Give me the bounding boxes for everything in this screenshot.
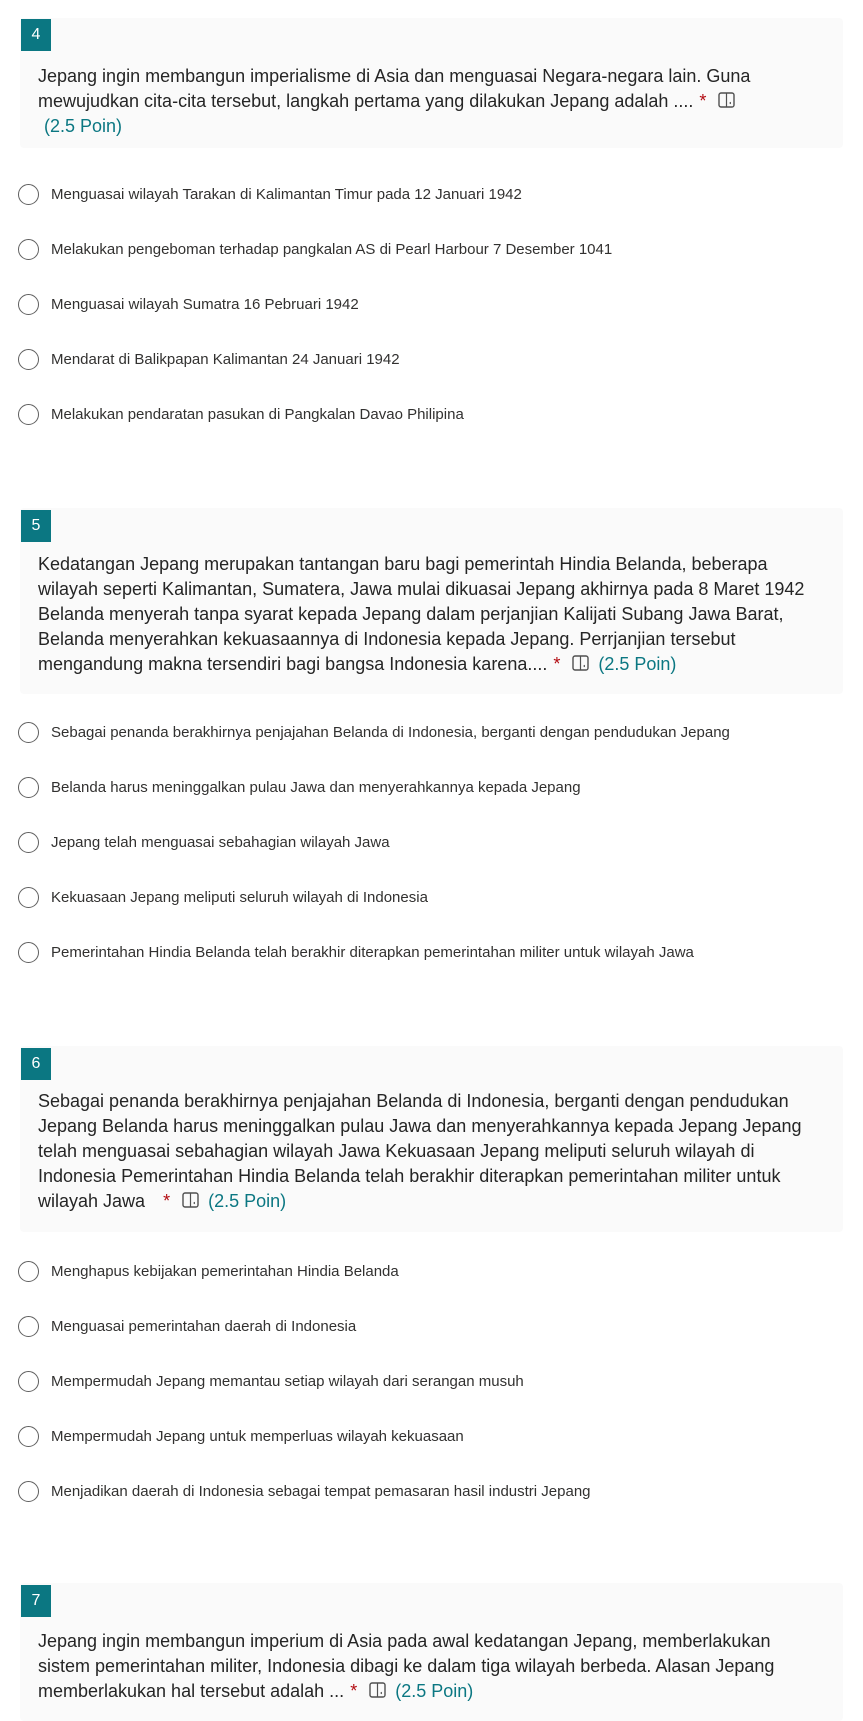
radio-circle[interactable] (18, 1261, 39, 1282)
immersive-reader-icon[interactable] (572, 655, 590, 672)
option-label: Menguasai pemerintahan daerah di Indonesia (51, 1318, 357, 1335)
option-radio[interactable] (18, 870, 730, 925)
question-6-options (18, 1244, 591, 1519)
option-label: Menghapus kebijakan pemerintahan Hindia Belanda (51, 1263, 399, 1280)
immersive-reader-icon[interactable] (718, 92, 736, 109)
option-radio[interactable] (18, 1409, 591, 1464)
question-number-badge: 4 (21, 19, 51, 51)
option-radio[interactable] (18, 1354, 591, 1409)
option-radio[interactable] (18, 277, 612, 332)
radio-circle[interactable] (18, 777, 39, 798)
question-text: Jepang ingin membangun imperialisme di Asia dan menguasai Negara-negara lain. Guna mewujudkan cita-cita tersebut, langkah pertama yang dilakukan Jepang adalah .... (38, 66, 751, 111)
required-marker: * (553, 654, 561, 674)
radio-circle[interactable] (18, 349, 39, 370)
option-radio[interactable] (18, 815, 730, 870)
question-4-options (18, 167, 612, 442)
radio-circle[interactable] (18, 887, 39, 908)
question-7-text-block (38, 1629, 818, 1704)
option-label: Sebagai penanda berakhirnya penjajahan Belanda di Indonesia, berganti dengan pendudukan Jepang (51, 724, 730, 741)
question-points: (2.5 Poin) (395, 1681, 474, 1701)
radio-circle[interactable] (18, 942, 39, 963)
question-points: (2.5 Poin) (208, 1191, 287, 1211)
radio-circle[interactable] (18, 1371, 39, 1392)
question-5-options (18, 705, 730, 980)
radio-circle[interactable] (18, 722, 39, 743)
option-label: Menguasai wilayah Sumatra 16 Pebruari 1942 (51, 296, 359, 313)
option-label: Menguasai wilayah Tarakan di Kalimantan Timur pada 12 Januari 1942 (51, 186, 522, 203)
option-label: Melakukan pendaratan pasukan di Pangkalan Davao Philipina (51, 406, 464, 423)
option-radio[interactable] (18, 1244, 591, 1299)
option-radio[interactable] (18, 1464, 591, 1519)
question-6-text-block (38, 1089, 818, 1214)
option-radio[interactable] (18, 387, 612, 442)
option-label: Melakukan pengeboman terhadap pangkalan AS di Pearl Harbour 7 Desember 1041 (51, 241, 613, 258)
required-marker: * (699, 91, 707, 111)
radio-circle[interactable] (18, 294, 39, 315)
question-number-badge: 5 (21, 510, 51, 542)
radio-circle[interactable] (18, 404, 39, 425)
question-text: Kedatangan Jepang merupakan tantangan baru bagi pemerintah Hindia Belanda, beberapa wilayah seperti Kalimantan, Sumatera, Jawa mulai dikuasai Jepang akhirnya pada 8 Maret 1942 Belanda menyerah tanpa syarat kepada Jepang dalam perjanjian Kalijati Subang Jawa Barat, Belanda menyerahkan kekuasaannya di Indonesia kepada Jepang. Perrjanjian tersebut mengandung makna tersendiri bagi bangsa Indonesia karena.... (38, 554, 805, 674)
question-number-badge: 6 (21, 1048, 51, 1080)
option-radio[interactable] (18, 925, 730, 980)
radio-circle[interactable] (18, 184, 39, 205)
immersive-reader-icon[interactable] (182, 1192, 200, 1209)
question-number-badge: 7 (21, 1585, 51, 1617)
question-text: Sebagai penanda berakhirnya penjajahan Belanda di Indonesia, berganti dengan pendudukan Jepang Belanda harus meninggalkan pulau Jawa dan menyerahkannya kepada Jepang Jepang telah menguasai sebahagian wilayah Jawa Kekuasaan Jepang meliputi seluruh wilayah di Indonesia Pemerintahan Hindia Belanda telah berakhir diterapkan pemerintahan militer untuk wilayah Jawa (38, 1091, 802, 1211)
option-label: Mendarat di Balikpapan Kalimantan 24 Januari 1942 (51, 351, 400, 368)
radio-circle[interactable] (18, 832, 39, 853)
option-radio[interactable] (18, 705, 730, 760)
option-radio[interactable] (18, 760, 730, 815)
required-marker: * (350, 1681, 358, 1701)
radio-circle[interactable] (18, 1481, 39, 1502)
option-label: Kekuasaan Jepang meliputi seluruh wilayah di Indonesia (51, 889, 428, 906)
radio-circle[interactable] (18, 1316, 39, 1337)
question-points: (2.5 Poin) (44, 116, 123, 136)
option-label: Belanda harus meninggalkan pulau Jawa dan menyerahkannya kepada Jepang (51, 779, 581, 796)
radio-circle[interactable] (18, 1426, 39, 1447)
option-label: Jepang telah menguasai sebahagian wilayah Jawa (51, 834, 390, 851)
option-label: Pemerintahan Hindia Belanda telah berakhir diterapkan pemerintahan militer untuk wilayah Jawa (51, 944, 694, 961)
question-4-text-block (38, 64, 818, 139)
option-label: Mempermudah Jepang memantau setiap wilayah dari serangan musuh (51, 1373, 524, 1390)
question-points: (2.5 Poin) (598, 654, 677, 674)
radio-circle[interactable] (18, 239, 39, 260)
option-label: Mempermudah Jepang untuk memperluas wilayah kekuasaan (51, 1428, 464, 1445)
option-radio[interactable] (18, 1299, 591, 1354)
option-radio[interactable] (18, 332, 612, 387)
question-5-text-block (38, 552, 818, 677)
immersive-reader-icon[interactable] (369, 1682, 387, 1699)
question-text: Jepang ingin membangun imperium di Asia pada awal kedatangan Jepang, memberlakukan sistem pemerintahan militer, Indonesia dibagi ke dalam tiga wilayah berbeda. Alasan Jepang memberlakukan hal tersebut adalah ... (38, 1631, 775, 1701)
option-radio[interactable] (18, 167, 612, 222)
option-label: Menjadikan daerah di Indonesia sebagai tempat pemasaran hasil industri Jepang (51, 1483, 591, 1500)
option-radio[interactable] (18, 222, 612, 277)
required-marker: * (163, 1191, 171, 1211)
